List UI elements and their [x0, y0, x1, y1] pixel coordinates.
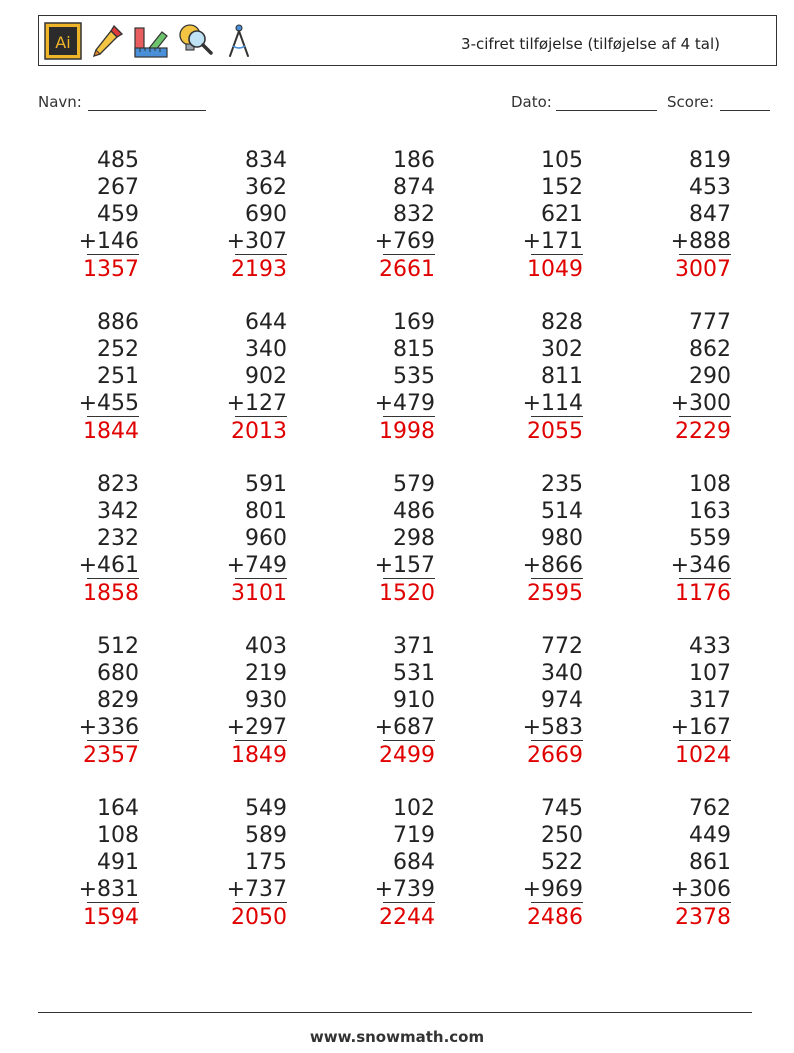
answer: 2661 — [379, 257, 435, 282]
addition-problem — [325, 309, 435, 449]
ai-logo-icon — [44, 22, 82, 60]
last-addend: +300 — [670, 391, 731, 416]
last-addend: +127 — [226, 391, 287, 416]
answer: 1357 — [83, 257, 139, 282]
answer: 1849 — [231, 743, 287, 768]
name-blank[interactable] — [88, 110, 206, 111]
addend: 232 — [97, 526, 139, 551]
addition-problem — [473, 471, 583, 611]
addend: 371 — [393, 634, 435, 659]
last-addend: +687 — [374, 715, 435, 740]
last-addend: +969 — [522, 877, 583, 902]
addition-problem — [177, 471, 287, 611]
last-addend: +114 — [522, 391, 583, 416]
last-addend: +749 — [226, 553, 287, 578]
addend: 801 — [245, 499, 287, 524]
addend: 251 — [97, 364, 139, 389]
addition-problem — [325, 633, 435, 773]
addend: 531 — [393, 661, 435, 686]
addend: 745 — [541, 796, 583, 821]
addend: 235 — [541, 472, 583, 497]
addend: 108 — [97, 823, 139, 848]
addend: 861 — [689, 850, 731, 875]
addend: 974 — [541, 688, 583, 713]
sum-line — [383, 902, 435, 903]
addend: 644 — [245, 310, 287, 335]
answer: 2244 — [379, 905, 435, 930]
sum-line — [383, 254, 435, 255]
answer: 2499 — [379, 743, 435, 768]
answer: 1844 — [83, 419, 139, 444]
addend: 102 — [393, 796, 435, 821]
last-addend: +336 — [78, 715, 139, 740]
addend: 862 — [689, 337, 731, 362]
addition-problem — [473, 633, 583, 773]
addend: 250 — [541, 823, 583, 848]
addend: 777 — [689, 310, 731, 335]
addition-problem — [473, 309, 583, 449]
addend: 874 — [393, 175, 435, 200]
addition-problem — [29, 795, 139, 935]
addend: 186 — [393, 148, 435, 173]
addend: 690 — [245, 202, 287, 227]
addend: 819 — [689, 148, 731, 173]
addend: 902 — [245, 364, 287, 389]
worksheet-header — [38, 15, 777, 66]
sum-line — [531, 740, 583, 741]
addend: 960 — [245, 526, 287, 551]
color-dropper-icon — [88, 22, 126, 60]
addend: 829 — [97, 688, 139, 713]
addend: 684 — [393, 850, 435, 875]
addend: 317 — [689, 688, 731, 713]
addend: 433 — [689, 634, 731, 659]
addend: 491 — [97, 850, 139, 875]
addend: 591 — [245, 472, 287, 497]
addend: 485 — [97, 148, 139, 173]
answer: 2013 — [231, 419, 287, 444]
sum-line — [87, 254, 139, 255]
addition-problem — [177, 309, 287, 449]
addend: 459 — [97, 202, 139, 227]
sum-line — [383, 416, 435, 417]
answer: 2050 — [231, 905, 287, 930]
last-addend: +888 — [670, 229, 731, 254]
last-addend: +171 — [522, 229, 583, 254]
addend: 762 — [689, 796, 731, 821]
addition-problem — [29, 309, 139, 449]
addend: 267 — [97, 175, 139, 200]
answer: 1594 — [83, 905, 139, 930]
addend: 105 — [541, 148, 583, 173]
last-addend: +346 — [670, 553, 731, 578]
addition-problem — [29, 471, 139, 611]
footer-website: www.snowmath.com — [309, 1028, 485, 1046]
addend: 340 — [245, 337, 287, 362]
last-addend: +167 — [670, 715, 731, 740]
addition-problem — [325, 795, 435, 935]
last-addend: +461 — [78, 553, 139, 578]
addend: 719 — [393, 823, 435, 848]
sum-line — [235, 578, 287, 579]
addition-problem — [621, 795, 731, 935]
answer: 2486 — [527, 905, 583, 930]
sum-line — [87, 740, 139, 741]
last-addend: +455 — [78, 391, 139, 416]
sum-line — [531, 578, 583, 579]
addend: 403 — [245, 634, 287, 659]
sum-line — [235, 740, 287, 741]
last-addend: +583 — [522, 715, 583, 740]
answer: 1049 — [527, 257, 583, 282]
addition-problem — [177, 147, 287, 287]
addend: 815 — [393, 337, 435, 362]
addend: 152 — [541, 175, 583, 200]
addend: 486 — [393, 499, 435, 524]
addend: 298 — [393, 526, 435, 551]
sum-line — [531, 416, 583, 417]
compass-icon — [220, 22, 258, 60]
answer: 1024 — [675, 743, 731, 768]
date-blank[interactable] — [556, 110, 657, 111]
ruler-pencil-icon — [132, 22, 170, 60]
addition-problem — [29, 633, 139, 773]
last-addend: +307 — [226, 229, 287, 254]
addend: 163 — [689, 499, 731, 524]
addend: 834 — [245, 148, 287, 173]
last-addend: +297 — [226, 715, 287, 740]
addition-problem — [177, 633, 287, 773]
sum-line — [679, 416, 731, 417]
addend: 175 — [245, 850, 287, 875]
answer: 1998 — [379, 419, 435, 444]
sum-line — [383, 578, 435, 579]
sum-line — [87, 578, 139, 579]
last-addend: +146 — [78, 229, 139, 254]
addend: 169 — [393, 310, 435, 335]
addend: 219 — [245, 661, 287, 686]
last-addend: +866 — [522, 553, 583, 578]
addend: 823 — [97, 472, 139, 497]
addend: 680 — [97, 661, 139, 686]
last-addend: +306 — [670, 877, 731, 902]
answer: 2378 — [675, 905, 731, 930]
addend: 579 — [393, 472, 435, 497]
addition-problem — [29, 147, 139, 287]
sum-line — [679, 740, 731, 741]
name-label: Navn: — [38, 93, 82, 111]
addend: 589 — [245, 823, 287, 848]
last-addend: +157 — [374, 553, 435, 578]
score-label: Score: — [667, 93, 715, 111]
last-addend: +831 — [78, 877, 139, 902]
sum-line — [383, 740, 435, 741]
addend: 828 — [541, 310, 583, 335]
addition-problem — [177, 795, 287, 935]
last-addend: +739 — [374, 877, 435, 902]
answer: 2595 — [527, 581, 583, 606]
addend: 512 — [97, 634, 139, 659]
addition-problem — [325, 471, 435, 611]
sum-line — [235, 902, 287, 903]
addition-problem — [621, 633, 731, 773]
sum-line — [235, 254, 287, 255]
addend: 535 — [393, 364, 435, 389]
addend: 772 — [541, 634, 583, 659]
answer: 2055 — [527, 419, 583, 444]
addend: 164 — [97, 796, 139, 821]
answer: 1520 — [379, 581, 435, 606]
addend: 549 — [245, 796, 287, 821]
last-addend: +737 — [226, 877, 287, 902]
addend: 449 — [689, 823, 731, 848]
last-addend: +769 — [374, 229, 435, 254]
sum-line — [235, 416, 287, 417]
addend: 453 — [689, 175, 731, 200]
addend: 342 — [97, 499, 139, 524]
answer: 3101 — [231, 581, 287, 606]
addend: 252 — [97, 337, 139, 362]
answer: 2229 — [675, 419, 731, 444]
worksheet-title: 3-cifret tilføjelse (tilføjelse af 4 tal) — [461, 35, 720, 53]
addend: 930 — [245, 688, 287, 713]
sum-line — [679, 578, 731, 579]
score-blank[interactable] — [720, 110, 770, 111]
answer: 1176 — [675, 581, 731, 606]
addend: 522 — [541, 850, 583, 875]
addend: 514 — [541, 499, 583, 524]
addition-problem — [473, 795, 583, 935]
svg-text:Ai: Ai — [55, 33, 71, 52]
addend: 910 — [393, 688, 435, 713]
addend: 107 — [689, 661, 731, 686]
sum-line — [531, 902, 583, 903]
addition-problem — [473, 147, 583, 287]
addend: 362 — [245, 175, 287, 200]
date-label: Dato: — [511, 93, 552, 111]
answer: 1858 — [83, 581, 139, 606]
last-addend: +479 — [374, 391, 435, 416]
answer: 2357 — [83, 743, 139, 768]
addition-problem — [325, 147, 435, 287]
footer-divider — [38, 1012, 752, 1013]
sum-line — [87, 902, 139, 903]
sum-line — [679, 254, 731, 255]
answer: 2193 — [231, 257, 287, 282]
addend: 832 — [393, 202, 435, 227]
addition-problem — [621, 309, 731, 449]
addend: 811 — [541, 364, 583, 389]
addition-problem — [621, 471, 731, 611]
magnifier-bulb-icon — [176, 22, 214, 60]
answer: 2669 — [527, 743, 583, 768]
sum-line — [87, 416, 139, 417]
addend: 290 — [689, 364, 731, 389]
addend: 621 — [541, 202, 583, 227]
addend: 108 — [689, 472, 731, 497]
sum-line — [679, 902, 731, 903]
addend: 847 — [689, 202, 731, 227]
addend: 340 — [541, 661, 583, 686]
addend: 302 — [541, 337, 583, 362]
sum-line — [531, 254, 583, 255]
addend: 980 — [541, 526, 583, 551]
answer: 3007 — [675, 257, 731, 282]
addition-problem — [621, 147, 731, 287]
addend: 559 — [689, 526, 731, 551]
addend: 886 — [97, 310, 139, 335]
